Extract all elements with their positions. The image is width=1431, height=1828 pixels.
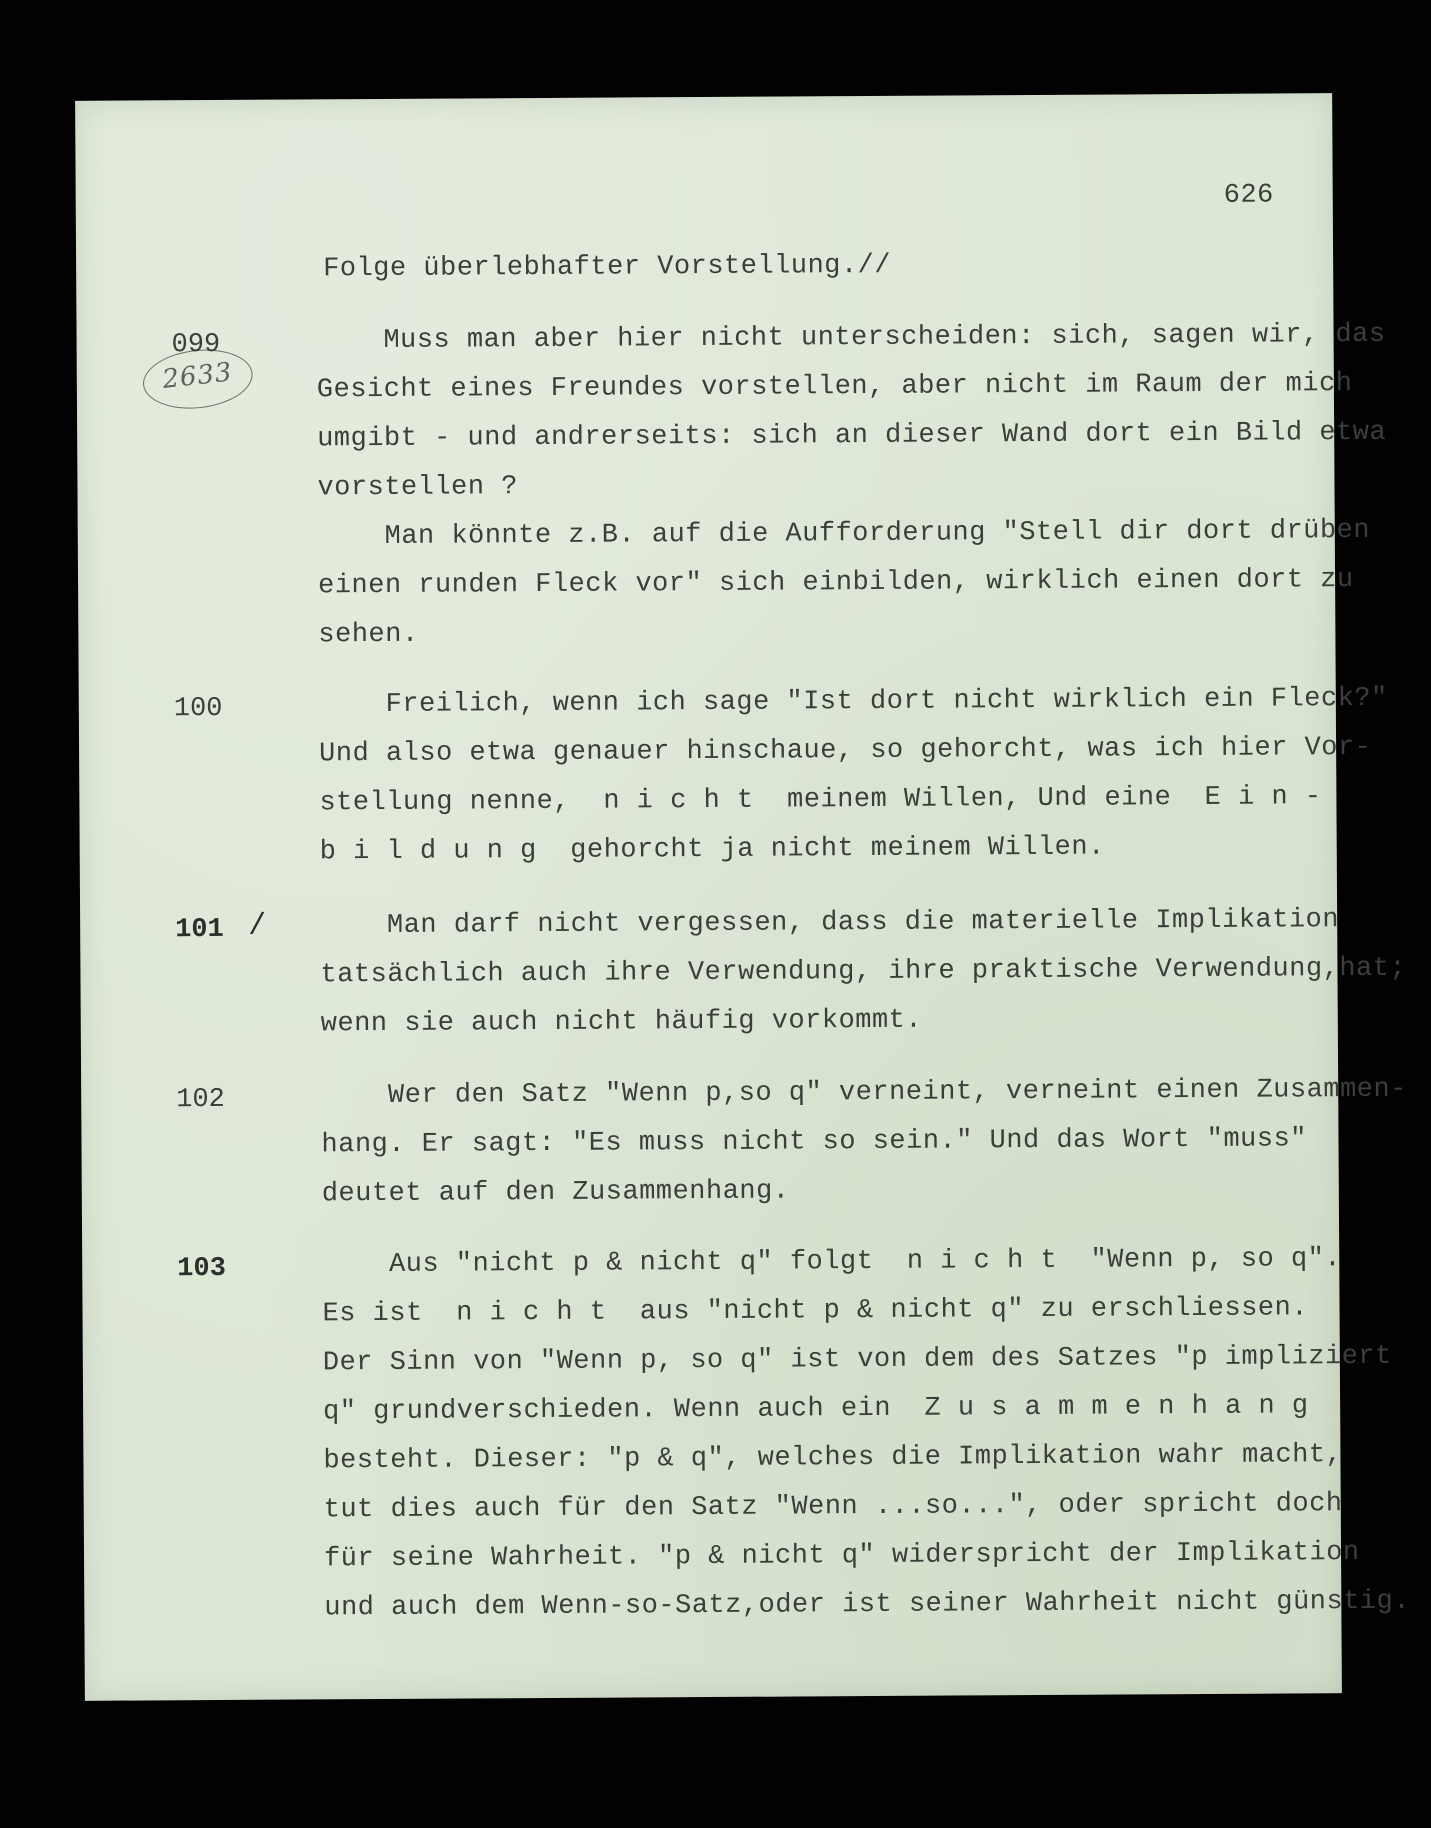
page-number: 626 <box>1223 180 1274 211</box>
paragraph-line: und auch dem Wenn-so-Satz,oder ist seiner Wahrheit nicht günstig. <box>324 1586 1411 1624</box>
paragraph-line: Man darf nicht vergessen, dass die materielle Implikation <box>320 905 1340 942</box>
paragraph-line: Es ist n i c h t aus "nicht p & nicht q" zu erschliessen. <box>322 1293 1309 1330</box>
paragraph-line: einen runden Fleck vor" sich einbilden, wirklich einen dort zu <box>318 565 1354 602</box>
paragraph-line: deutet auf den Zusammenhang. <box>321 1176 790 1210</box>
paragraph-line: tut dies auch für den Satz "Wenn ...so...", oder spricht doch <box>323 1489 1343 1526</box>
paragraph-line: Freilich, wenn ich sage "Ist dort nicht wirklich ein Fleck?" <box>318 683 1388 721</box>
paragraph-line: sehen. <box>318 619 419 651</box>
paragraph-line: besteht. Dieser: "p & q", welches die Implikation wahr macht, <box>323 1440 1343 1477</box>
paragraph-line: tatsächlich auch ihre Verwendung, ihre praktische Verwendung,hat; <box>320 953 1407 991</box>
paragraph-line: b i l d u n g gehorcht ja nicht meinem Willen. <box>319 832 1105 868</box>
paragraph-line: für seine Wahrheit. "p & nicht q" widerspricht der Implikation <box>323 1538 1360 1575</box>
paragraph-line: stellung nenne, n i c h t meinem Willen, Und eine E i n - <box>319 782 1322 819</box>
paragraph-line: Aus "nicht p & nicht q" folgt n i c h t "Wenn p, so q". <box>322 1244 1342 1281</box>
paragraph-number: 102 <box>176 1084 225 1116</box>
paragraph-line: Und also etwa genauer hinschaue, so gehorcht, was ich hier Vor- <box>319 732 1372 770</box>
paragraph-line: Gesicht eines Freundes vorstellen, aber nicht im Raum der mich <box>316 369 1353 406</box>
paragraph-line: q" grundverschieden. Wenn auch ein Z u s a m m e n h a n g <box>323 1391 1309 1428</box>
paragraph-line: Wer den Satz "Wenn p,so q" verneint, verneint einen Zusammen- <box>321 1074 1407 1112</box>
paragraph-number: 099 <box>171 329 221 361</box>
section-heading: Folge überlebhafter Vorstellung.// <box>323 250 892 285</box>
paragraph-line: Der Sinn von "Wenn p, so q" ist von dem des Satzes "p impliziert <box>322 1341 1392 1379</box>
paragraph-line: umgibt - und andrerseits: sich an dieser Wand dort ein Bild etwa <box>317 417 1387 455</box>
paragraph-number: 103 <box>177 1253 226 1285</box>
typescript-page <box>75 93 1411 1701</box>
handwritten-number: 2633 <box>160 357 235 395</box>
paragraph-number: 101 <box>175 914 224 946</box>
paragraph-line: Man könnte z.B. auf die Aufforderung "Stell dir dort drüben <box>317 515 1371 553</box>
paragraph-line: Muss man aber hier nicht unterscheiden: sich, sagen wir, das <box>316 319 1386 357</box>
paragraph-line: hang. Er sagt: "Es muss nicht so sein." Und das Wort "muss" <box>321 1124 1308 1161</box>
paragraph-line: wenn sie auch nicht häufig vorkommt. <box>320 1005 923 1040</box>
paragraph-line: vorstellen ? <box>317 472 519 504</box>
margin-slash-mark: / <box>248 909 267 944</box>
paragraph-number: 100 <box>173 693 223 725</box>
